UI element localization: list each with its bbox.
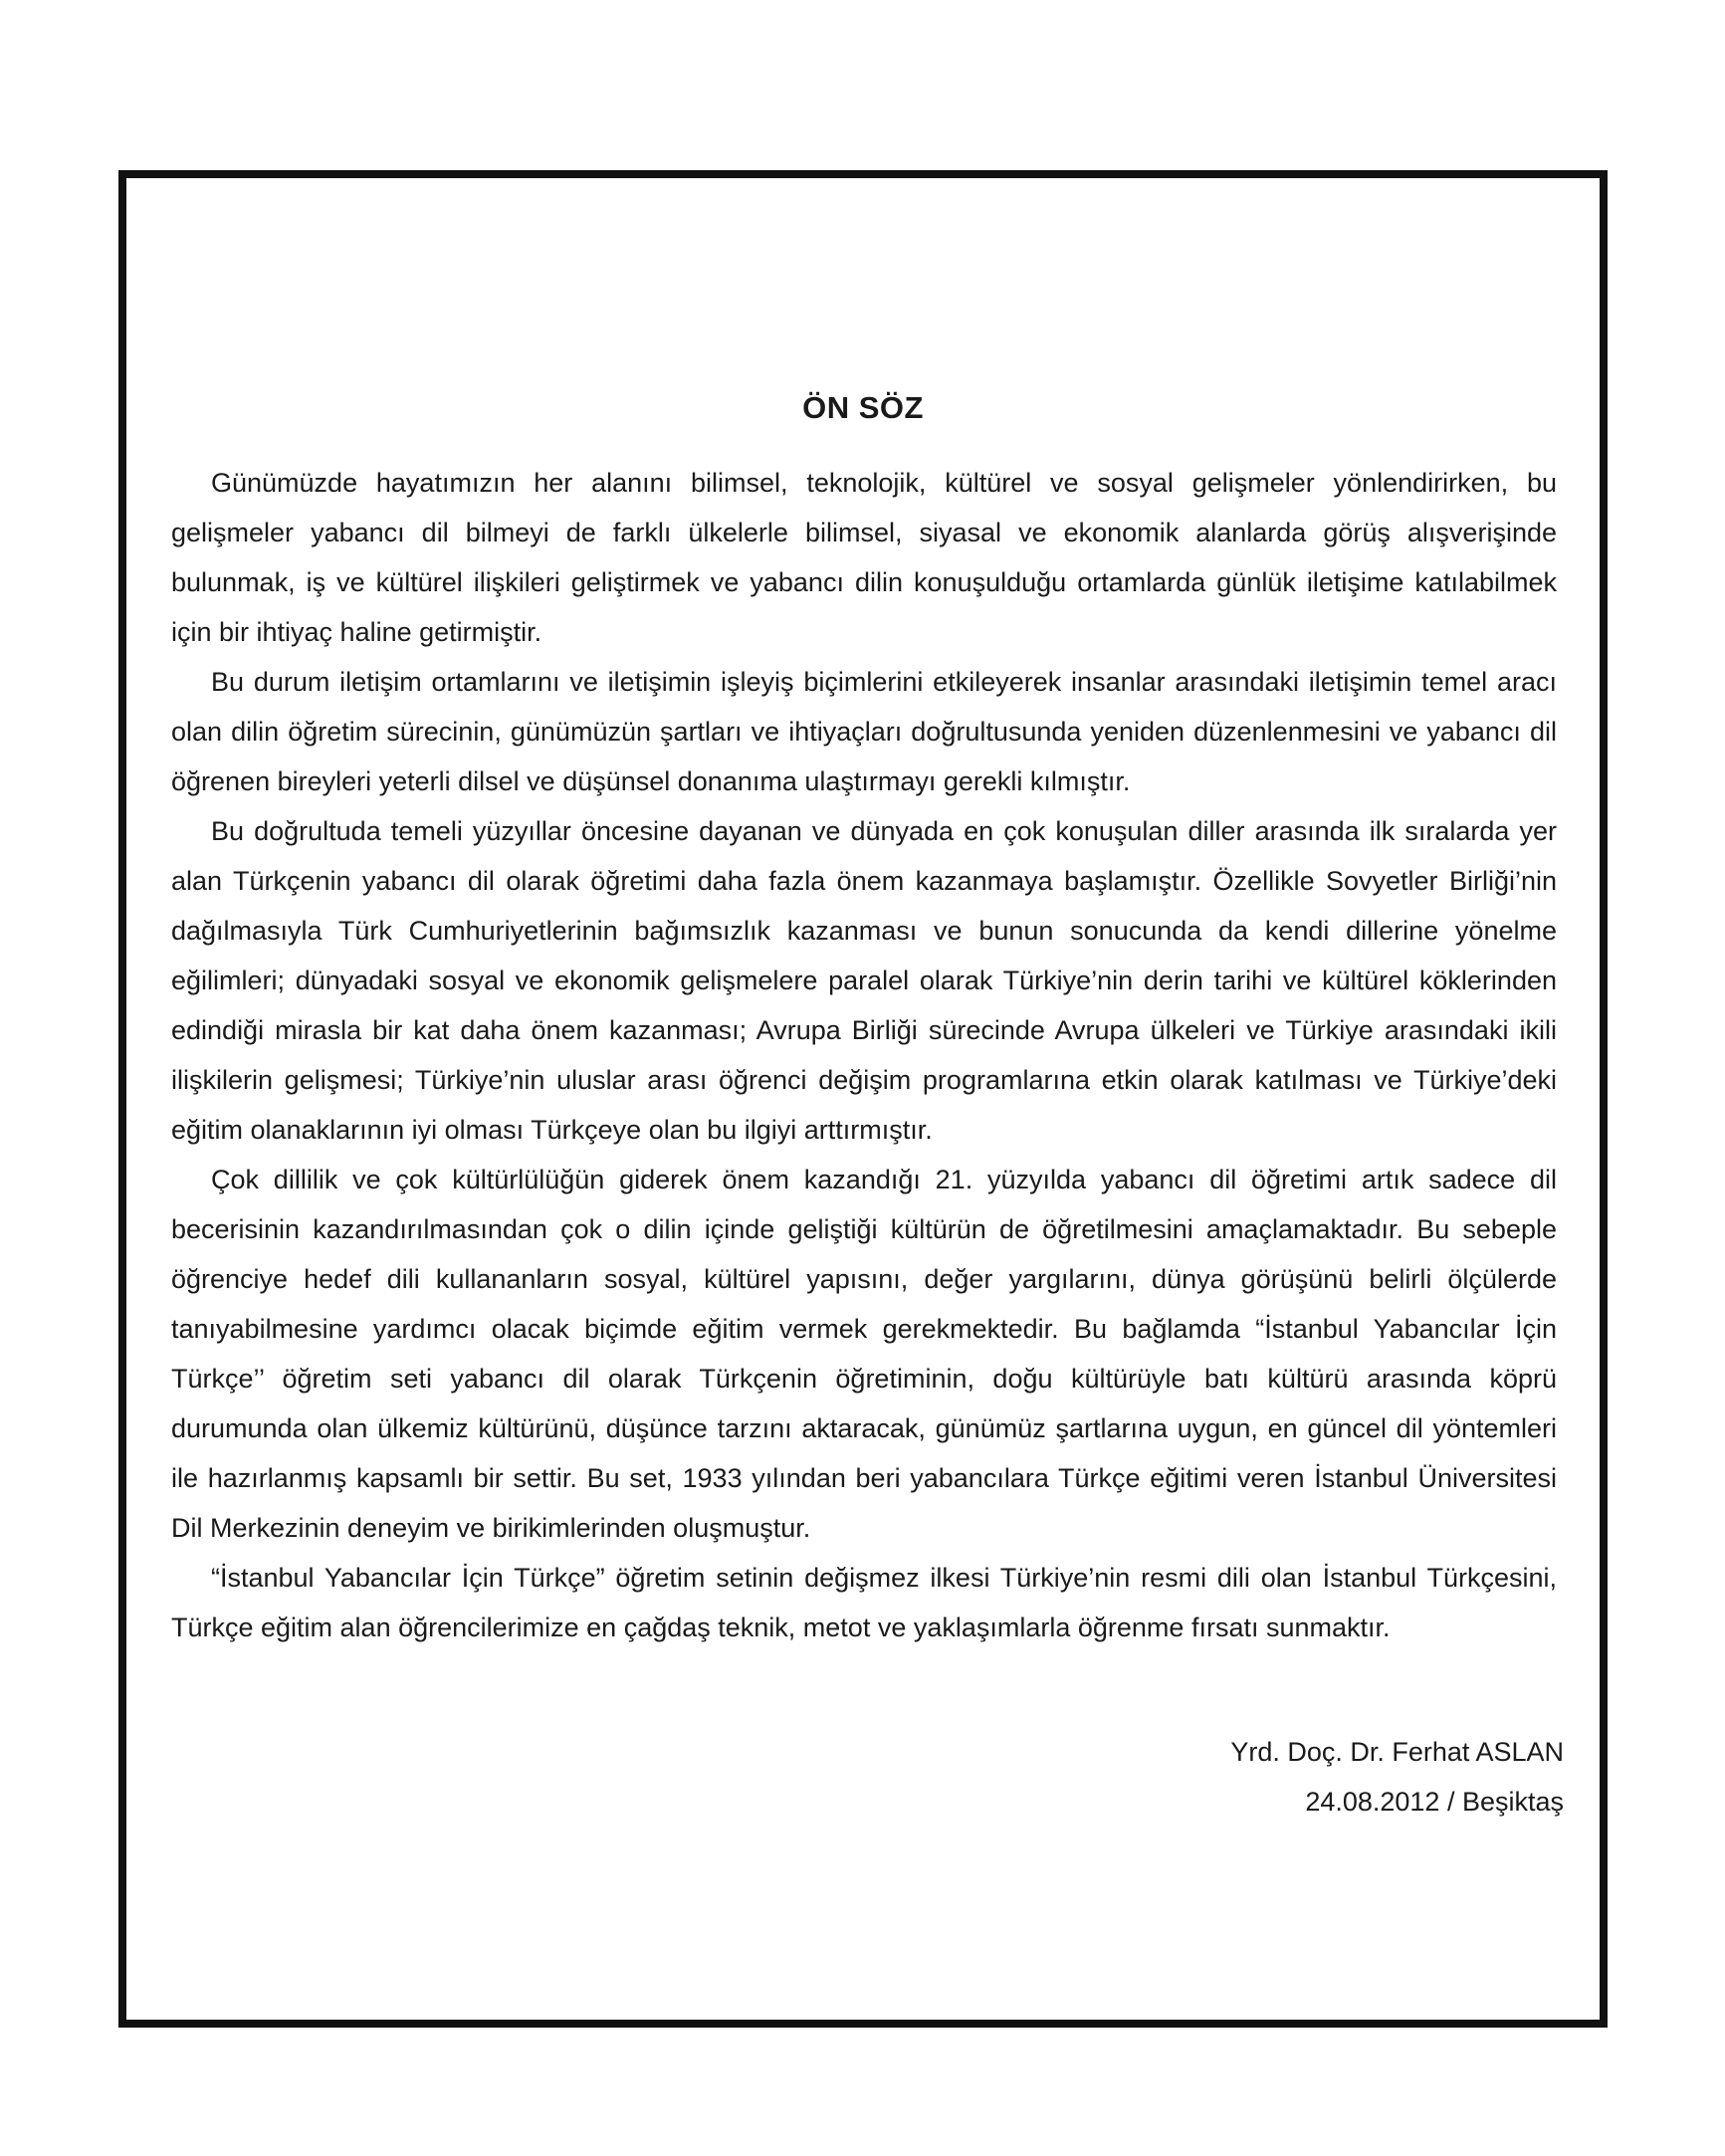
paragraph: Çok dillilik ve çok kültürlülüğün giderek önem kazandığı 21. yüzyılda yabancı dil öğretimi artık sadece dil becerisinin kazandırılmasından çok o dilin içinde geliştiği kültürün de öğretilmesini amaçlamaktadır. Bu sebeple öğrenciye hedef dili kullananların sosyal, kültürel yapısını, değer yargılarını, dünya görüşünü belirli ölçülerde tanıyabilmesine yardımcı olacak biçimde eğitim vermek gerekmektedir. Bu bağlamda “İstanbul Yabancılar İçin Türkçe’’ öğretim seti yabancı dil olarak Türkçenin öğretiminin, doğu kültürüyle batı kültürü arasında köprü durumunda olan ülkemiz kültürünü, düşünce tarzını aktaracak, günümüz şartlarına uygun, en güncel dil yöntemleri ile hazırlanmış kapsamlı bir settir. Bu set, 1933 yılından beri yabancılara Türkçe eğitimi veren İstanbul Üniversitesi Dil Merkezinin deneyim ve birikimlerinden oluşmuştur. <box>171 1165 1557 1543</box>
date-place: 24.08.2012 / Beşiktaş <box>1305 1787 1564 1817</box>
author-name: Yrd. Doç. Dr. Ferhat ASLAN <box>1230 1737 1564 1767</box>
foreword-body <box>171 458 1557 1652</box>
signature-block <box>1230 1727 1564 1827</box>
page-frame <box>118 170 1608 2028</box>
paragraph: “İstanbul Yabancılar İçin Türkçe” öğretim setinin değişmez ilkesi Türkiye’nin resmi dili olan İstanbul Türkçesini, Türkçe eğitim alan öğrencilerimize en çağdaş teknik, metot ve yaklaşımlarla öğrenme fırsatı sunmaktır. <box>171 1563 1557 1642</box>
paragraph: Bu doğrultuda temeli yüzyıllar öncesine dayanan ve dünyada en çok konuşulan diller arasında ilk sıralarda yer alan Türkçenin yabancı dil olarak öğretimi daha fazla önem kazanmaya başlamıştır. Özellikle Sovyetler Birliği’nin dağılmasıyla Türk Cumhuriyetlerinin bağımsızlık kazanması ve bunun sonucunda da kendi dillerine yönelme eğilimleri; dünyadaki sosyal ve ekonomik gelişmelere paralel olarak Türkiye’nin derin tarihi ve kültürel köklerinden edindiği mirasla bir kat daha önem kazanması; Avrupa Birliği sürecinde Avrupa ülkeleri ve Türkiye arasındaki ikili ilişkilerin gelişmesi; Türkiye’nin uluslar arası öğrenci değişim programlarına etkin olarak katılması ve Türkiye’deki eğitim olanaklarının iyi olması Türkçeye olan bu ilgiyi arttırmıştır. <box>171 816 1557 1145</box>
paragraph: Bu durum iletişim ortamlarını ve iletişimin işleyiş biçimlerini etkileyerek insanlar arasındaki iletişimin temel aracı olan dilin öğretim sürecinin, günümüzün şartları ve ihtiyaçları doğrultusunda yeniden düzenlenmesini ve yabancı dil öğrenen bireyleri yeterli dilsel ve düşünsel donanıma ulaştırmayı gerekli kılmıştır. <box>171 667 1557 796</box>
paragraph: Günümüzde hayatımızın her alanını bilimsel, teknolojik, kültürel ve sosyal gelişmeler yönlendirirken, bu gelişmeler yabancı dil bilmeyi de farklı ülkelerle bilimsel, siyasal ve ekonomik alanlarda görüş alışverişinde bulunmak, iş ve kültürel ilişkileri geliştirmek ve yabancı dilin konuşulduğu ortamlarda günlük iletişime katılabilmek için bir ihtiyaç haline getirmiştir. <box>171 468 1557 647</box>
page-title: ÖN SÖZ <box>802 390 924 425</box>
